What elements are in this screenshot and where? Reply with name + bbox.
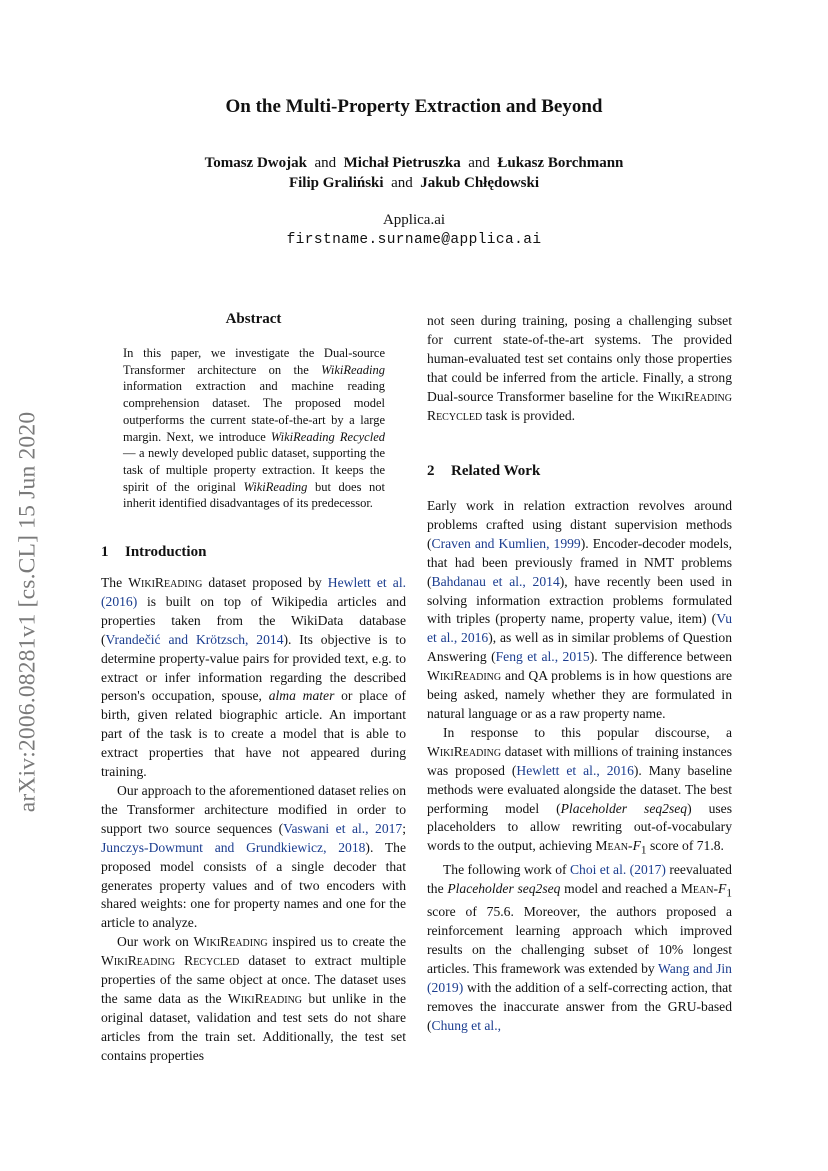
abstract-heading: Abstract	[225, 311, 282, 327]
citation-link[interactable]: Vaswani et al., 2017	[283, 820, 403, 836]
citation-link[interactable]: Craven and Kumlien, 1999	[431, 535, 581, 551]
text-run: reevaluated the	[427, 861, 732, 896]
text-run: ), as well as in similar problems of Question Answering (	[427, 630, 733, 665]
citation-link[interactable]: Hewlett et al. (2016)	[101, 575, 406, 609]
metric-symbol: F	[632, 838, 641, 854]
dataset-name: WikiReading	[321, 362, 385, 377]
text-run: Our approach to the aforementioned dataset relies on the Transformer architecture modified in order to support two source sequences (	[101, 782, 406, 836]
text-run: ). Encoder-decoder models, that had been previously framed in NMT problems (	[427, 535, 732, 589]
section-number: 1	[101, 544, 109, 560]
text-run: ) uses placeholders to allow rewriting out-of-vocabulary words to the output, achieving	[427, 800, 732, 854]
paragraph	[101, 574, 406, 782]
paragraph	[427, 861, 732, 1036]
author-list	[0, 153, 828, 193]
author-name: Tomasz Dwojak	[204, 155, 307, 171]
text-run: In response to this popular discourse, a	[443, 724, 732, 740]
dataset-name: WikiReading Recycled	[427, 388, 732, 423]
metric-subscript: 1	[726, 887, 732, 900]
paragraph	[427, 312, 732, 425]
introduction-body	[101, 574, 406, 1066]
citation-link[interactable]: Vu et al., 2016	[427, 611, 732, 646]
text-run: — a newly developed public dataset, supporting the task of multiple property extraction. It keeps the spirit of the original	[123, 446, 385, 494]
paper-title: On the Multi-Property Extraction and Beyond	[225, 96, 603, 117]
text-run: but unlike in the original dataset, validation and test sets do not share articles from the train set. Additionally, the test set contains properties	[101, 990, 407, 1063]
text-run: ). Many baseline methods were evaluated alongside the dataset. The best performing model (	[427, 762, 732, 816]
text-run: task is provided.	[482, 407, 576, 423]
author-separator: and	[314, 155, 337, 171]
author-name: Łukasz Borchmann	[497, 155, 624, 171]
text-run: ). Its objective is to determine property-value pairs for provided text, e.g. to extract or infer information regarding the described person's occupation, spouse,	[101, 631, 407, 704]
text-run: ), have recently been used in solving information extraction problems formulated with triples (property name, property value, item) (	[427, 573, 733, 627]
citation-link[interactable]: Hewlett et al., 2016	[516, 762, 634, 778]
introduction-continued	[427, 312, 732, 425]
text-run: not seen during training, posing a challenging subset for current state-of-the-art systems. The provided human-evaluated test set contains only those properties that could be inferred from the article. Finally, a strong Dual-source Transformer baseline for the	[427, 313, 732, 404]
citation-link[interactable]: Vrandečić and Krötzsch, 2014	[105, 631, 284, 647]
text-run: score of 71.8.	[646, 838, 724, 854]
author-separator: and	[468, 155, 490, 171]
dataset-name: WikiReading	[193, 934, 268, 950]
author-email: firstname.surname@applica.ai	[286, 232, 542, 248]
model-name: Placeholder seq2seq	[560, 800, 688, 816]
related-work-body	[427, 497, 732, 1036]
text-run: and QA problems is in how questions are being asked, namely whether they are formulated in natural language or as a raw property name.	[427, 668, 732, 721]
paragraph	[427, 497, 732, 724]
text-run: Early work in relation extraction revolves around problems crafted using distant supervision methods (	[427, 498, 732, 551]
section-title: Introduction	[125, 544, 207, 560]
citation-link[interactable]: Wang and Jin (2019)	[427, 961, 732, 996]
citation-link[interactable]: Choi et al. (2017)	[569, 861, 666, 877]
metric-symbol: F	[718, 880, 727, 896]
model-name: Placeholder seq2seq	[447, 880, 561, 896]
dataset-name: WikiReading Recycled	[270, 429, 385, 444]
paragraph	[101, 782, 406, 933]
text-run: The following work of	[443, 861, 570, 877]
metric-name: Mean-	[680, 880, 719, 896]
author-separator: and	[391, 175, 413, 191]
dataset-name: WikiReading Recycled	[101, 953, 240, 969]
section-title: Related Work	[451, 463, 541, 479]
section-number: 2	[427, 463, 435, 479]
citation-link[interactable]: Junczys-Dowmunt and Grundkiewicz, 2018	[101, 839, 366, 855]
text-run: Our work on	[117, 934, 194, 950]
citation-link[interactable]: Bahdanau et al., 2014	[431, 573, 560, 589]
text-run: score of 75.6. Moreover, the authors proposed a reinforcement learning approach which improved results on the challenging subset of 10% longest articles. This framework was extended by	[427, 904, 732, 977]
text-run: is built on top of Wikipedia articles and properties taken from the WikiData database (	[101, 593, 406, 647]
section-heading-introduction	[101, 544, 406, 561]
metric-name: Mean-	[595, 838, 633, 854]
text-run: inspired us to create the	[267, 934, 406, 950]
author-name: Filip Graliński	[288, 175, 384, 191]
dataset-name: WikiReading	[227, 990, 303, 1006]
text-run: ). The proposed model consists of a single decoder that generates property values and of two encoders with shared weights: one for property names and one for the article to analyze.	[101, 839, 406, 931]
dataset-name: WikiReading	[243, 479, 308, 494]
text-run: The	[101, 575, 129, 590]
dataset-name: WikiReading	[128, 575, 203, 590]
text-run: information extraction and machine reading comprehension dataset. The proposed model outperforms the current state-of-the-art by a large margin. Next, we introduce	[123, 379, 385, 444]
paragraph	[101, 933, 406, 1065]
author-line-2	[0, 173, 828, 193]
section-heading-related-work	[427, 463, 732, 480]
text-run: dataset proposed by	[202, 575, 328, 590]
text-run: model and reached a	[560, 880, 681, 896]
text-run: ). The difference between	[589, 649, 732, 665]
metric-subscript: 1	[640, 845, 647, 858]
text-run: dataset to extract multiple properties of the same object at once. The dataset uses the same data as the	[101, 953, 406, 1006]
arxiv-identifier-stamp: arXiv:2006.08281v1 [cs.CL] 15 Jun 2020	[14, 411, 41, 813]
text-run: In this paper, we investigate the Dual-source Transformer architecture on the	[123, 346, 385, 377]
author-line-1	[0, 153, 828, 173]
affiliation: Applica.ai	[382, 212, 446, 228]
text-run: ;	[402, 820, 406, 836]
author-name: Jakub Chłędowski	[420, 175, 540, 191]
text-run: dataset with millions of training instances was proposed (	[427, 743, 732, 778]
dataset-name: WikiReading	[427, 743, 502, 759]
abstract-text	[123, 345, 385, 512]
author-name: Michał Pietruszka	[343, 155, 461, 171]
italic-term: alma mater	[268, 688, 335, 704]
citation-link[interactable]: Feng et al., 2015	[495, 649, 590, 665]
citation-link[interactable]: Chung et al.,	[431, 1017, 502, 1033]
paragraph	[427, 724, 732, 861]
text-run: with the addition of a self-correcting action, that removes the inaccurate answer from the GRU-based (	[427, 980, 732, 1033]
text-run: but does not inherit identified disadvantages of its predecessor.	[123, 479, 385, 511]
dataset-name: WikiReading	[427, 668, 502, 684]
text-run: or place of birth, given related biographic article. An important part of the task is to create a model that is able to extract properties that have not appeared during training.	[101, 688, 406, 780]
